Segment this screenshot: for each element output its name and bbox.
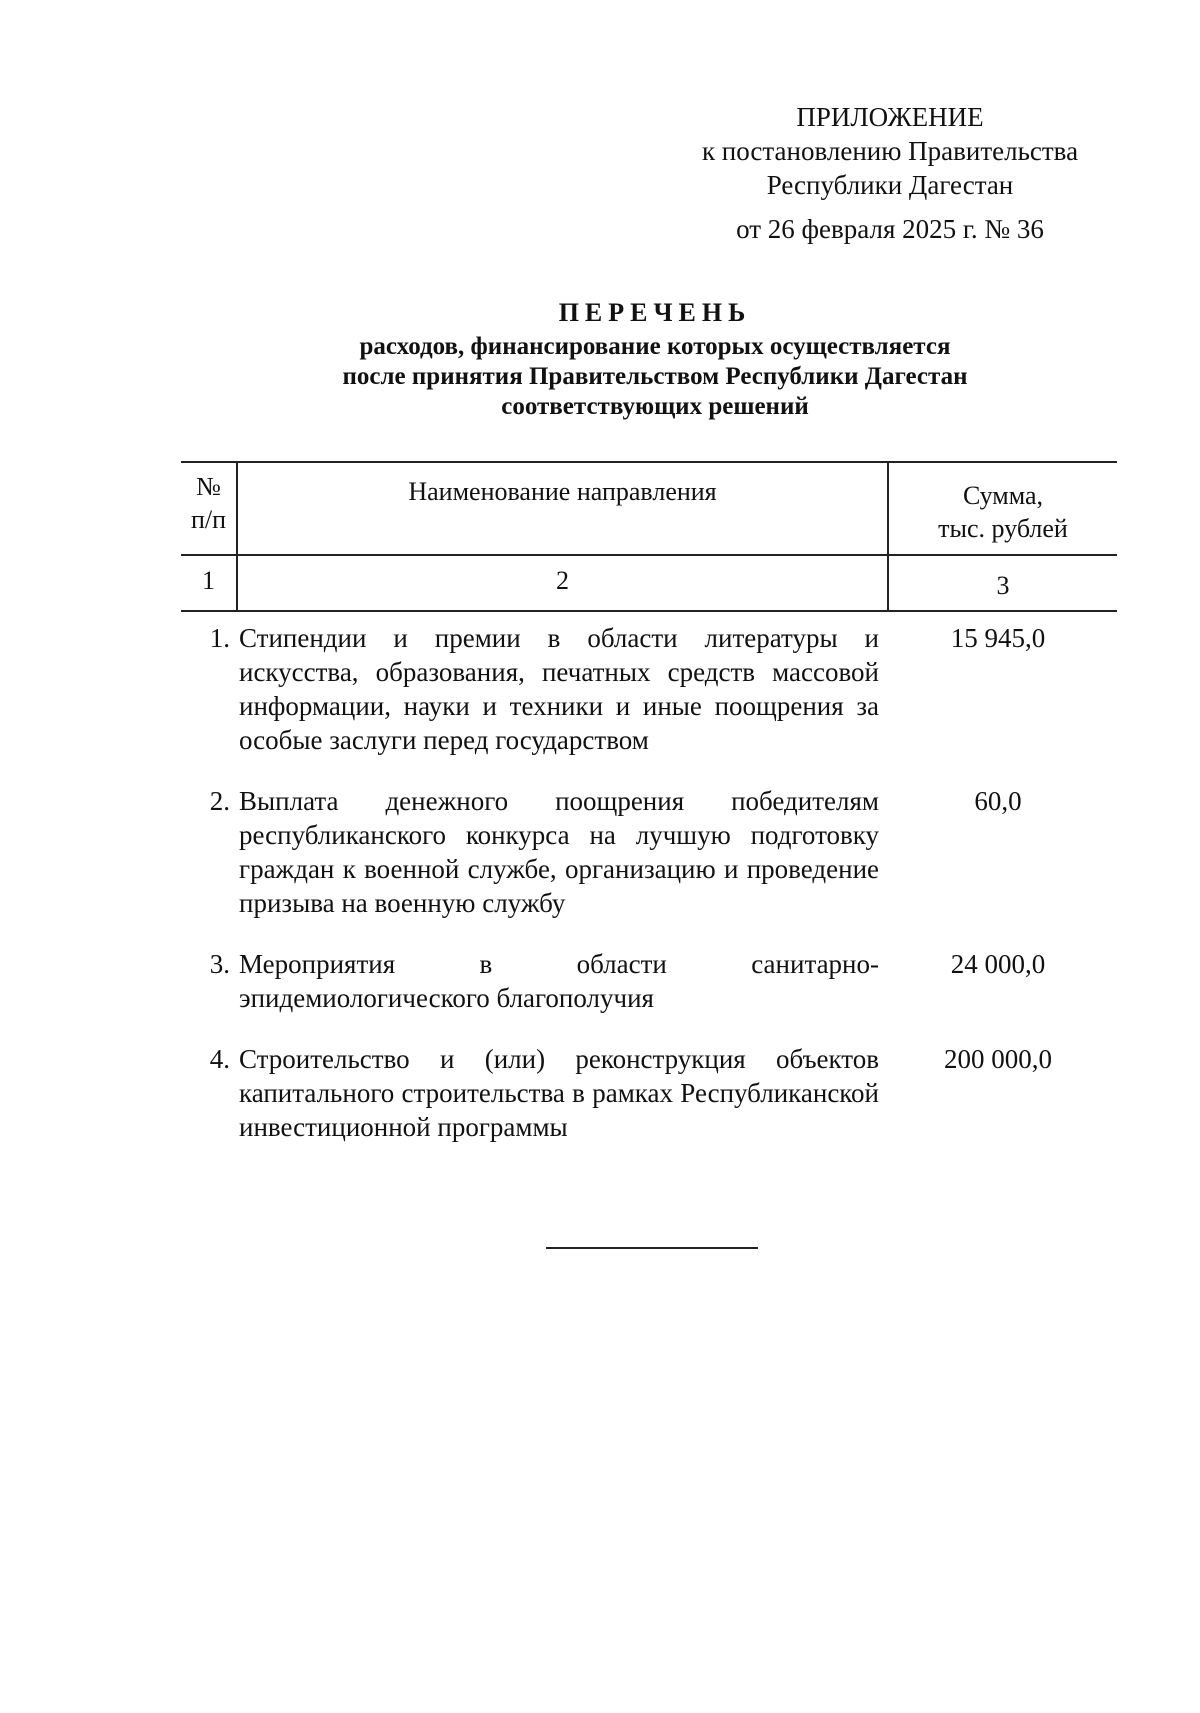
header-num-cell bbox=[181, 470, 236, 536]
row-sum: 15 945,0 bbox=[950, 623, 1046, 653]
table-row bbox=[181, 784, 1117, 920]
row-number: 4. bbox=[209, 1044, 230, 1074]
row-sum: 200 000,0 bbox=[944, 1044, 1052, 1074]
table-header bbox=[181, 461, 1117, 614]
document-title-block bbox=[200, 298, 1110, 422]
header-sum-cell bbox=[889, 479, 1117, 545]
row-number: 3. bbox=[209, 949, 230, 979]
appendix-title: ПРИЛОЖЕНИЕ bbox=[796, 102, 984, 132]
document-subtitle-line-2: после принятия Правительством Республики Дагестан bbox=[342, 363, 968, 390]
header-sum-label: Сумма, bbox=[962, 481, 1044, 510]
table-top-rule bbox=[181, 461, 1117, 463]
header-num-abbr: п/п bbox=[190, 505, 227, 534]
row-name: Мероприятия в области санитарно-эпидемиологического благополучия bbox=[239, 949, 879, 1013]
row-sum: 24 000,0 bbox=[950, 949, 1046, 979]
appendix-date: от 26 февраля 2025 г. № 36 bbox=[736, 214, 1044, 244]
row-name: Выплата денежного поощрения победителям республиканского конкурса на лучшую подготовку граждан к военной службе, организацию и проведение призыва на военную службу bbox=[239, 786, 879, 918]
table-row bbox=[181, 621, 1117, 757]
column-number-1: 1 bbox=[202, 566, 215, 595]
table-row bbox=[181, 1042, 1117, 1144]
header-name-label: Наименование направления bbox=[408, 477, 717, 506]
header-num-symbol: № bbox=[196, 472, 221, 501]
table-row bbox=[181, 947, 1117, 1015]
end-of-document-rule bbox=[546, 1247, 758, 1249]
column-number-3: 3 bbox=[996, 571, 1010, 600]
appendix-line-republic: Республики Дагестан bbox=[766, 170, 1014, 200]
row-name: Стипендии и премии в области литературы и искусства, образования, печатных средств массовой информации, науки и техники и иные поощрения за особые заслуги перед государством bbox=[239, 623, 879, 755]
column-number-2: 2 bbox=[556, 566, 569, 595]
header-name-cell bbox=[238, 475, 887, 508]
row-number: 2. bbox=[209, 786, 230, 816]
document-subtitle-line-1: расходов, финансирование которых осуществляется bbox=[359, 333, 951, 360]
table-header-rule bbox=[181, 554, 1117, 556]
header-sum-unit: тыс. рублей bbox=[938, 514, 1068, 543]
appendix-block bbox=[690, 100, 1090, 246]
row-number: 1. bbox=[209, 623, 230, 653]
row-sum: 60,0 bbox=[974, 786, 1022, 816]
row-name: Строительство и (или) реконструкция объектов капитального строительства в рамках Республиканской инвестиционной программы bbox=[239, 1044, 879, 1142]
table-body bbox=[181, 621, 1117, 1171]
appendix-line-resolution: к постановлению Правительства bbox=[701, 136, 1079, 166]
document-subtitle-line-3: соответствующих решений bbox=[501, 393, 809, 420]
table-numbers-rule bbox=[181, 610, 1117, 612]
document-heading: ПЕРЕЧЕНЬ bbox=[558, 298, 752, 327]
